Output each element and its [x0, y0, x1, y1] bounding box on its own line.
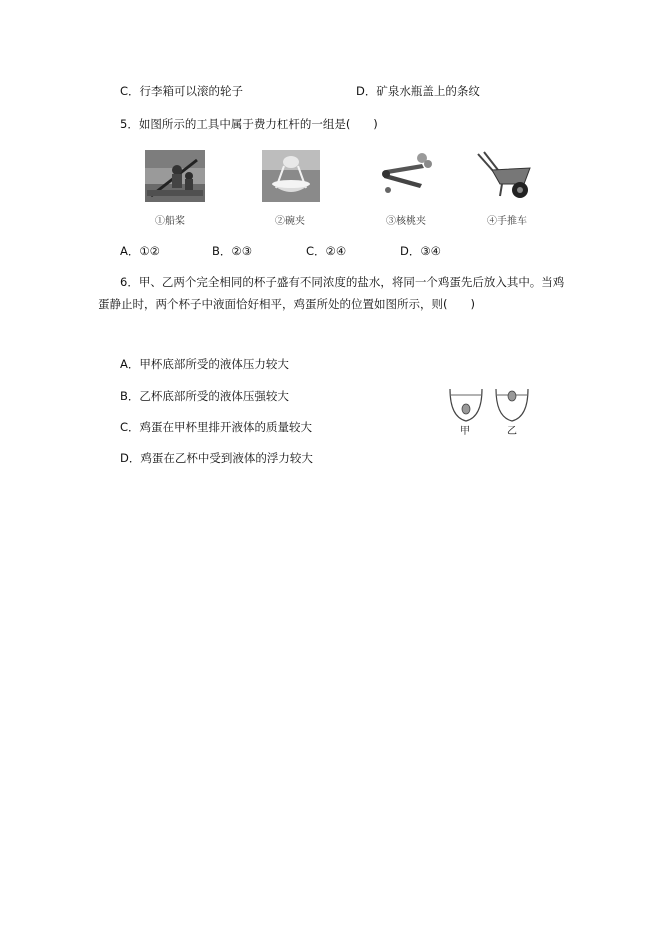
- egg-in-cup-yi: [508, 391, 516, 401]
- bowl-clamp-photo: [262, 150, 320, 202]
- q5-caption-3: ③核桃夹: [386, 216, 426, 227]
- q4-option-d: D．矿泉水瓶盖上的条纹: [356, 84, 480, 98]
- q6-option-a: A．甲杯底部所受的液体压力较大: [120, 357, 289, 371]
- q6-option-d: D．鸡蛋在乙杯中受到液体的浮力较大: [120, 451, 313, 465]
- q5-question: 5．如图所示的工具中属于费力杠杆的一组是( ): [120, 117, 378, 131]
- q5-option-c: C．②④: [306, 244, 347, 258]
- wheelbarrow-photo: [474, 150, 536, 202]
- cup-label-yi: 乙: [507, 426, 517, 437]
- q5-option-d: D．③④: [400, 244, 441, 258]
- q4-option-c: C．行李箱可以滚的轮子: [120, 84, 244, 98]
- q6-option-b: B．乙杯底部所受的液体压强较大: [120, 389, 289, 403]
- egg-cups-figure: [446, 383, 532, 439]
- q5-option-b: B．②③: [212, 244, 253, 258]
- q5-caption-2: ②碗夹: [275, 216, 305, 227]
- cup-label-jia: 甲: [460, 426, 470, 437]
- egg-in-cup-jia: [462, 404, 470, 414]
- q6-question-line1: 6．甲、乙两个完全相同的杯子盛有不同浓度的盐水，将同一个鸡蛋先后放入其中。当鸡: [120, 275, 565, 289]
- nutcracker-photo: [376, 150, 434, 202]
- q6-question-line2: 蛋静止时，两个杯子中液面恰好相平，鸡蛋所处的位置如图所示，则( ): [98, 297, 475, 311]
- q5-caption-4: ④手推车: [487, 216, 527, 227]
- rowing-oar-photo: [145, 150, 205, 202]
- q5-caption-1: ①船桨: [155, 216, 185, 227]
- q6-option-c: C．鸡蛋在甲杯里排开液体的质量较大: [120, 420, 313, 434]
- q5-option-a: A．①②: [120, 244, 160, 258]
